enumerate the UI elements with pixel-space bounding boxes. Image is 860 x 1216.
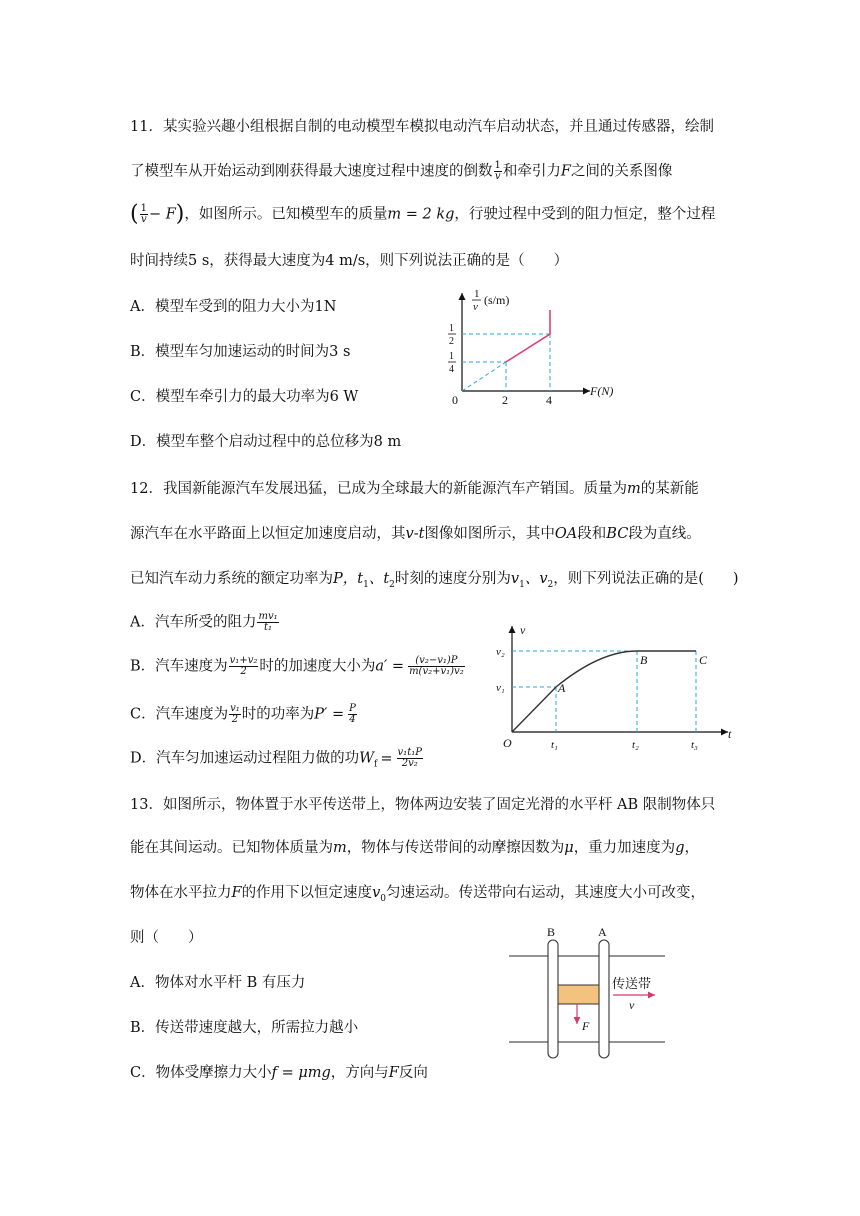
q11-y-tick-quarter-num: 1 <box>449 351 454 362</box>
q11-line-2-text-a: 了模型车从开始运动到刚获得最大速度过程中速度的倒数 <box>130 163 493 180</box>
q11-line-2-text-b: 和牵引力 <box>502 163 561 180</box>
q13-line-2: 能在其间运动。已知物体质量为m，物体与传送带间的动摩擦因数为μ，重力加速度为g， <box>130 840 699 856</box>
q11-option-a[interactable]: A．模型车受到的阻力大小为1N <box>130 299 337 315</box>
q13-label-B: B <box>547 925 556 939</box>
q13-label-A: A <box>598 925 607 939</box>
q11-sym-F: F <box>560 163 571 180</box>
q11-x-tick-4: 4 <box>546 393 552 407</box>
q12-sym-m: m <box>626 481 641 497</box>
q11-line-1: 11．某实验兴趣小组根据自制的电动模型车模拟电动汽车启动状态，并且通过传感器，绘制 <box>130 119 714 135</box>
q11-y-tick-half-num: 1 <box>449 323 454 334</box>
q12-graph <box>490 620 740 755</box>
q12-sym-P: P，t <box>333 571 364 587</box>
q12-x-label: t <box>728 727 732 741</box>
q12-option-d[interactable]: D．汽车匀加速运动过程阻力做的功$W_f$ = $\frac{\text{v₁t₁P}}{\text{2v₂}}$ <box>130 747 422 770</box>
q13-line-3: 物体在水平拉力F的作用下以恒定速度$v_0$匀速运动。传送带向右运动，其速度大小可改变， <box>130 885 705 904</box>
q11-paren-frac: $\frac{1}{v}$ <box>140 203 147 225</box>
q13-rod-B <box>548 940 558 1058</box>
q11-origin: 0 <box>452 393 458 407</box>
q13-option-b[interactable]: B．传送带速度越大，所需拉力越小 <box>130 1020 359 1036</box>
q11-option-d[interactable]: D．模型车整个启动过程中的总位移为8 m <box>130 434 402 450</box>
q11-line-2 <box>130 161 672 182</box>
q11-option-c[interactable]: C．模型车牵引力的最大功率为6 W <box>130 389 359 405</box>
q11-line-4: 时间持续5 s，获得最大速度为4 m/s，则下列说法正确的是（ ） <box>130 253 569 269</box>
q11-line-3-text-b: ，如图所示。已知模型车的质量 <box>184 206 388 223</box>
q13-figure <box>505 922 675 1067</box>
q11-mass-expr: m = 2 kg <box>387 206 455 223</box>
q11-paren-expr: − F <box>148 206 176 223</box>
q12-line-2: 源汽车在水平路面上以恒定加速度启动，其v-t图像如图所示，其中OA段和BC段为直线。 <box>130 526 701 542</box>
q11-line-2-text-c: 之间的关系图像 <box>570 163 673 180</box>
q11-y-tick-quarter-den: 4 <box>449 364 454 375</box>
q12-sym-BC: BC <box>606 526 629 542</box>
q12-curve <box>512 651 696 732</box>
q12-point-A: A <box>558 681 566 695</box>
q12-x-tick-t2: t₂ <box>632 739 639 751</box>
q11-line-3-text-c: ，行驶过程中受到的阻力恒定，整个过程 <box>454 206 716 223</box>
q13-option-c[interactable]: C．物体受摩擦力大小f = μmg，方向与F反向 <box>130 1065 428 1081</box>
q13-rod-A <box>599 940 609 1058</box>
q11-dashed-origin-line <box>462 362 506 391</box>
q12-option-b[interactable]: B．汽车速度为 $\frac{\text{v₁+v₂}}{2}$ 时的加速度大小为a′ = $\frac{\text{(v₂−v₁)P}}{\text{m(v₂+v₁)v₂}}$ <box>130 655 464 677</box>
q11-option-b[interactable]: B．模型车匀加速运动的时间为3 s <box>130 344 351 360</box>
q12-point-C: C <box>699 653 708 667</box>
q11-curve <box>506 310 550 362</box>
q13-v-label: v <box>629 998 635 1012</box>
q12-sym-OA: OA <box>554 526 578 542</box>
q12-option-c[interactable]: C．汽车速度为 $\frac{\text{v₁}}{2}$ 时的功率为P′ = $\frac{P}{4}$ <box>130 703 356 725</box>
q11-frac-1-over-v: $\frac{1}{v}$ <box>494 160 501 182</box>
q11-line-3: ( $\frac{1}{v}$ − F)，如图所示。已知模型车的质量m = 2 kg，行驶过程中受到的阻力恒定，整个过程 <box>130 201 716 227</box>
q12-y-tick-v2: v₂ <box>496 646 505 658</box>
q11-y-label-den: v <box>473 301 478 313</box>
q12-x-tick-t1: t₁ <box>551 739 558 751</box>
q12-origin: O <box>503 736 512 750</box>
q12-option-a[interactable]: A．汽车所受的阻力 $\frac{\text{mv₁}}{\text{t₁}}$ <box>130 611 278 633</box>
q13-belt-label: 传送带 <box>612 976 652 991</box>
q11-y-tick-half-den: 2 <box>449 336 454 347</box>
q13-line-1: 13．如图所示，物体置于水平传送带上，物体两边安装了固定光滑的水平杆 AB 限制物体只 <box>130 797 716 813</box>
q12-y-label: v <box>520 623 526 637</box>
q12-point-B: B <box>640 653 648 667</box>
q12-sym-vt: v-t <box>405 526 425 542</box>
q13-block <box>558 985 599 1004</box>
q12-x-tick-t3: t₃ <box>691 739 698 751</box>
q13-F-label: F <box>582 1019 590 1033</box>
q12-y-tick-v1: v₁ <box>496 682 505 694</box>
q11-y-label-num: 1 <box>474 288 480 300</box>
q11-graph <box>440 285 630 410</box>
q12-line-3: 已知汽车动力系统的额定功率为P，$t_1$、$t_2$时刻的速度分别为$v_1$、$v_2$，则下列说法正确的是( ) <box>130 571 739 590</box>
q11-x-tick-2: 2 <box>502 393 508 407</box>
q13-option-a[interactable]: A．物体对水平杆 B 有压力 <box>130 975 306 991</box>
q11-y-label-unit: (s/m) <box>484 293 510 307</box>
q12-line-1: 12．我国新能源汽车发展迅猛，已成为全球最大的新能源汽车产销国。质量为m的某新能 <box>130 481 699 497</box>
q11-x-label: F(N) <box>590 384 614 398</box>
q13-line-4: 则（ ） <box>130 930 203 946</box>
